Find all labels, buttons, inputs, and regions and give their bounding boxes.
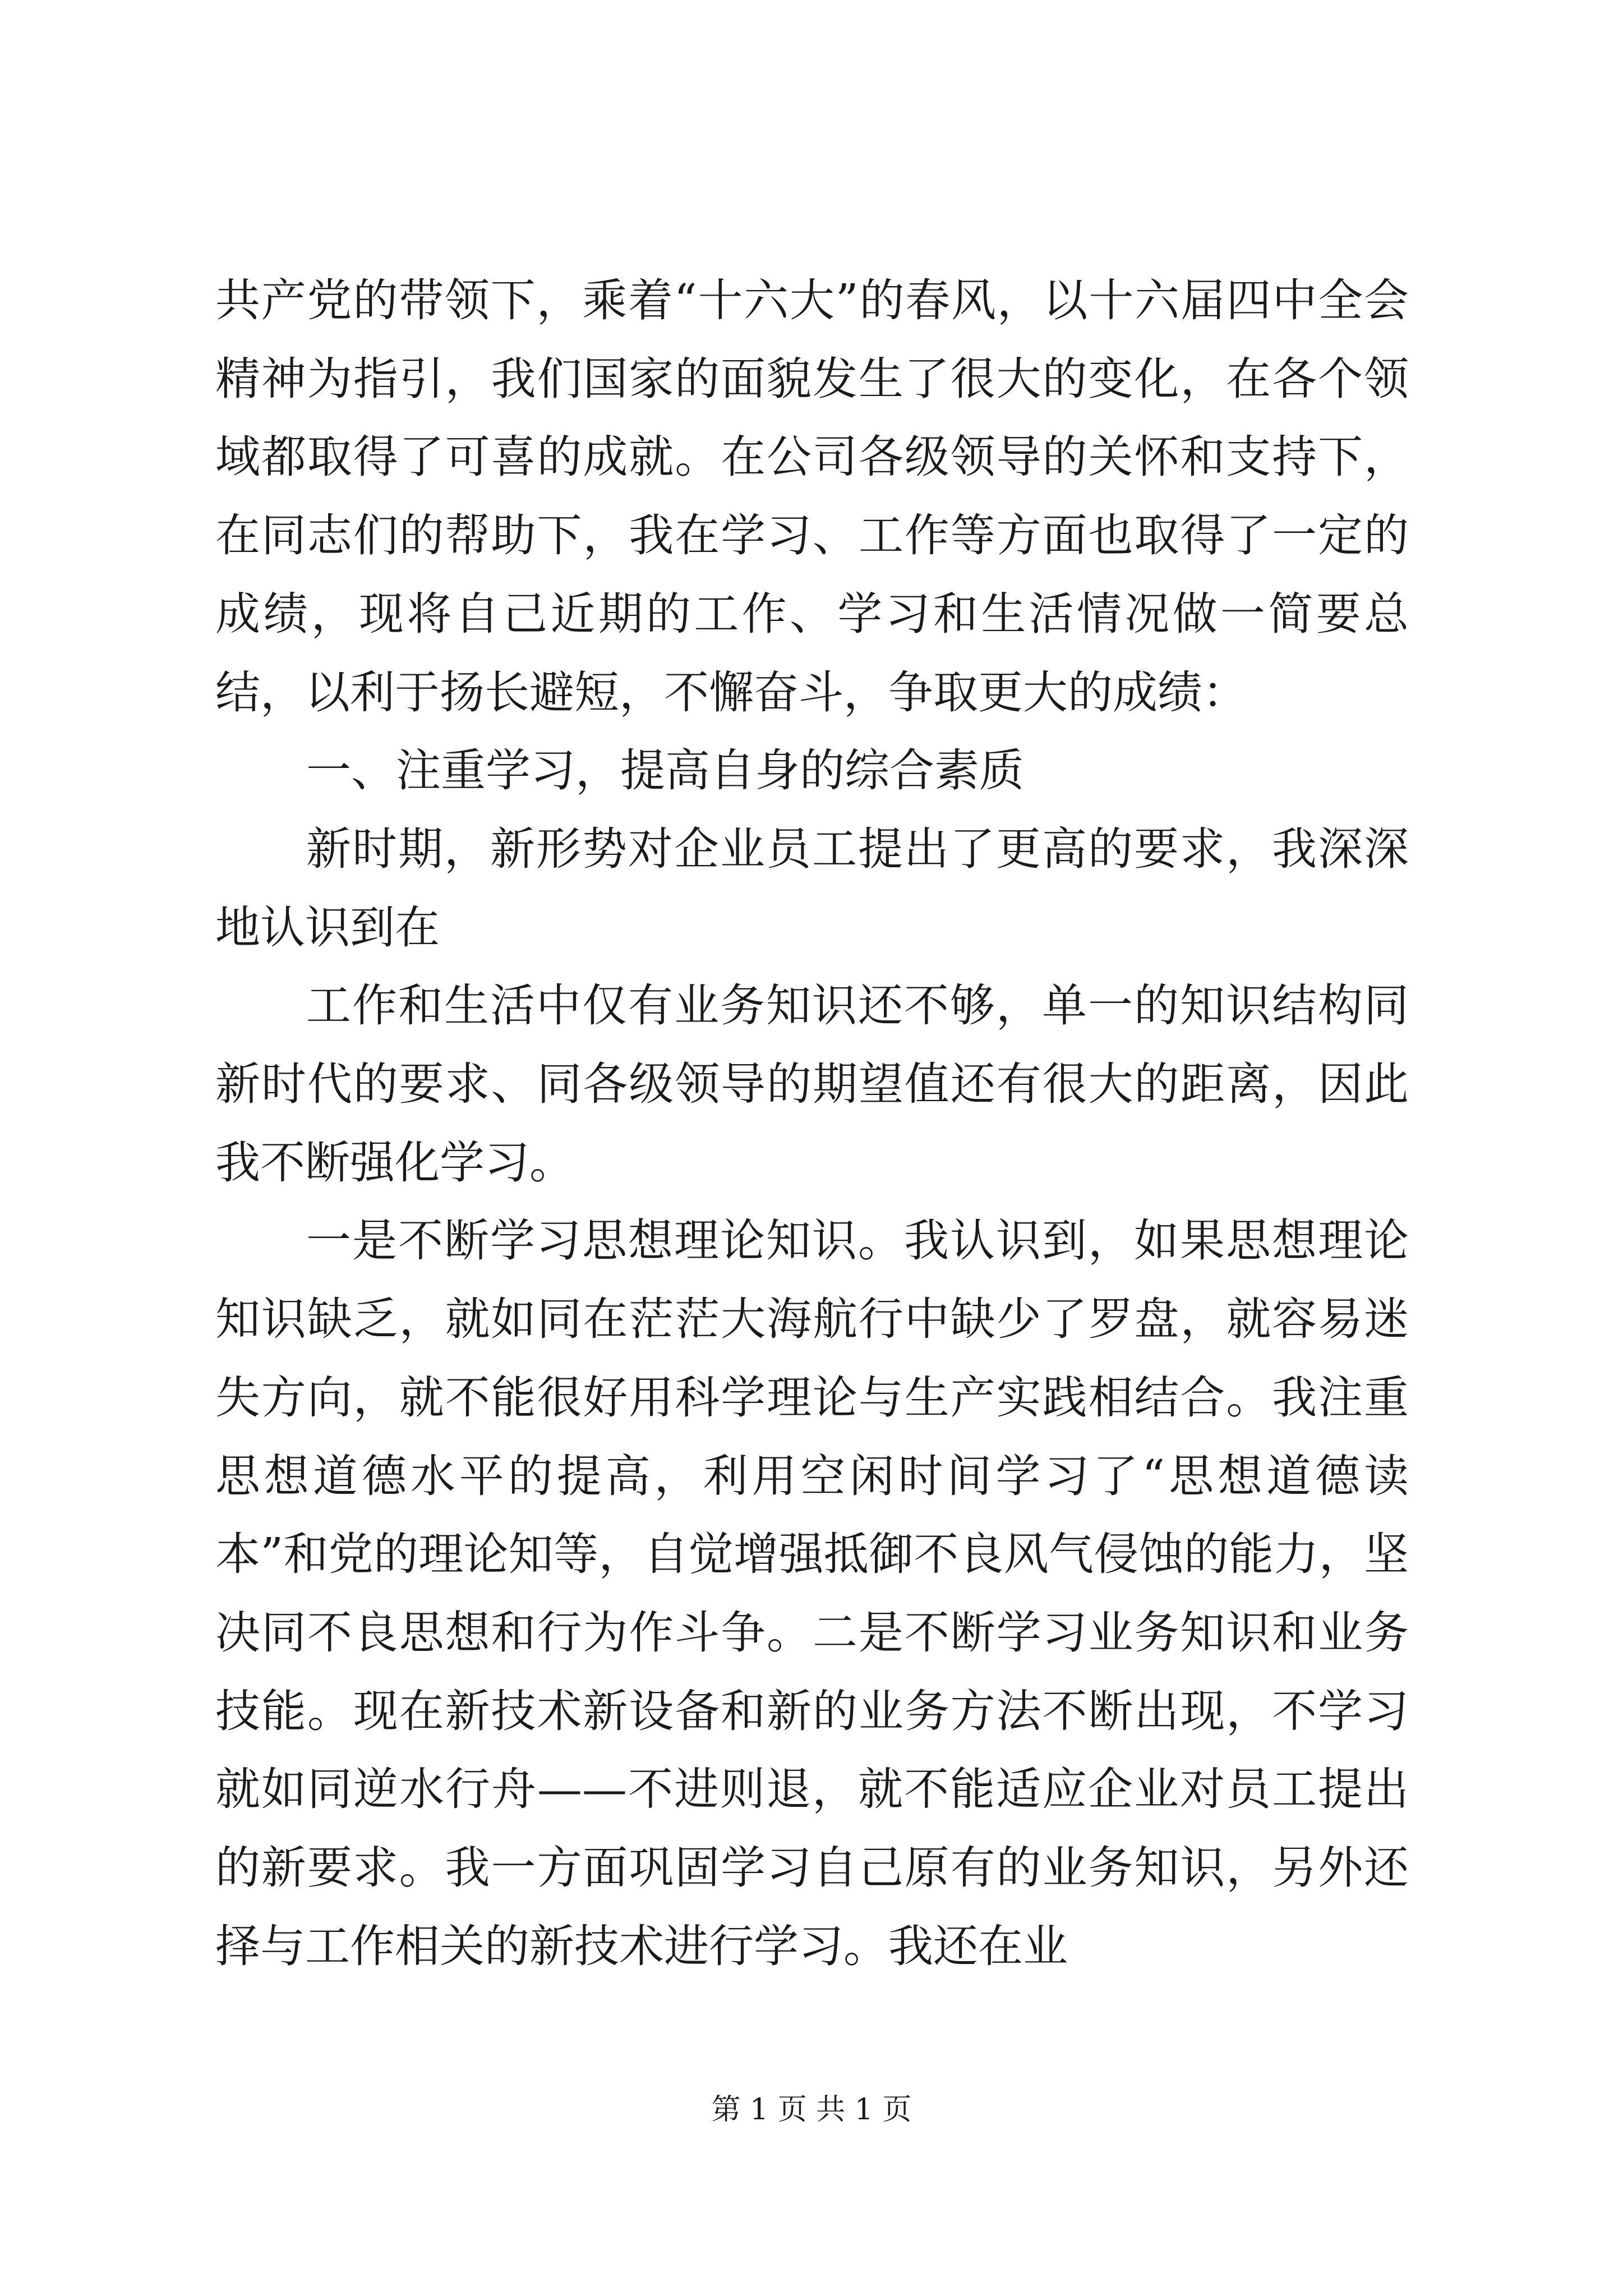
- paragraph-2: 新时期，新形势对企业员工提出了更高的要求，我深深地认识到在: [215, 822, 1409, 954]
- document-body: [215, 261, 1409, 1985]
- section-heading-1: 一、注重学习，提高自身的综合素质: [306, 744, 1024, 797]
- paragraph-1: 共产党的带领下，乘着“十六大”的春风，以十六届四中全会精神为指引，我们国家的面貌发生了很大的变化，在各个领域都取得了可喜的成就。在公司各级领导的关怀和支持下，在同志们的帮助下，我在学习、工作等方面也取得了一定的成绩，现将自己近期的工作、学习和生活情况做一简要总结，以利于扬长避短，不懈奋斗，争取更大的成绩：: [215, 274, 1409, 719]
- paragraph-4: 一是不断学习思想理论知识。我认识到，如果思想理论知识缺乏，就如同在茫茫大海航行中缺少了罗盘，就容易迷失方向，就不能很好用科学理论与生产实践相结合。我注重思想道德水平的提高，利用空闲时间学习了“思想道德读本”和党的理论知等，自觉增强抵御不良风气侵蚀的能力，坚决同不良思想和行为作斗争。二是不断学习业务知识和业务技能。现在新技术新设备和新的业务方法不断出现，不学习就如同逆水行舟——不进则退，就不能适应企业对员工提出的新要求。我一方面巩固学习自己原有的业务知识，另外还择与工作相关的新技术进行学习。我还在业: [215, 1214, 1409, 1972]
- paragraph-3: 工作和生活中仅有业务知识还不够，单一的知识结构同新时代的要求、同各级领导的期望值还有很大的距离，因此我不断强化学习。: [215, 979, 1409, 1189]
- page-number-label: 第 1 页 共 1 页: [711, 2093, 912, 2127]
- page-footer: [0, 2090, 1623, 2129]
